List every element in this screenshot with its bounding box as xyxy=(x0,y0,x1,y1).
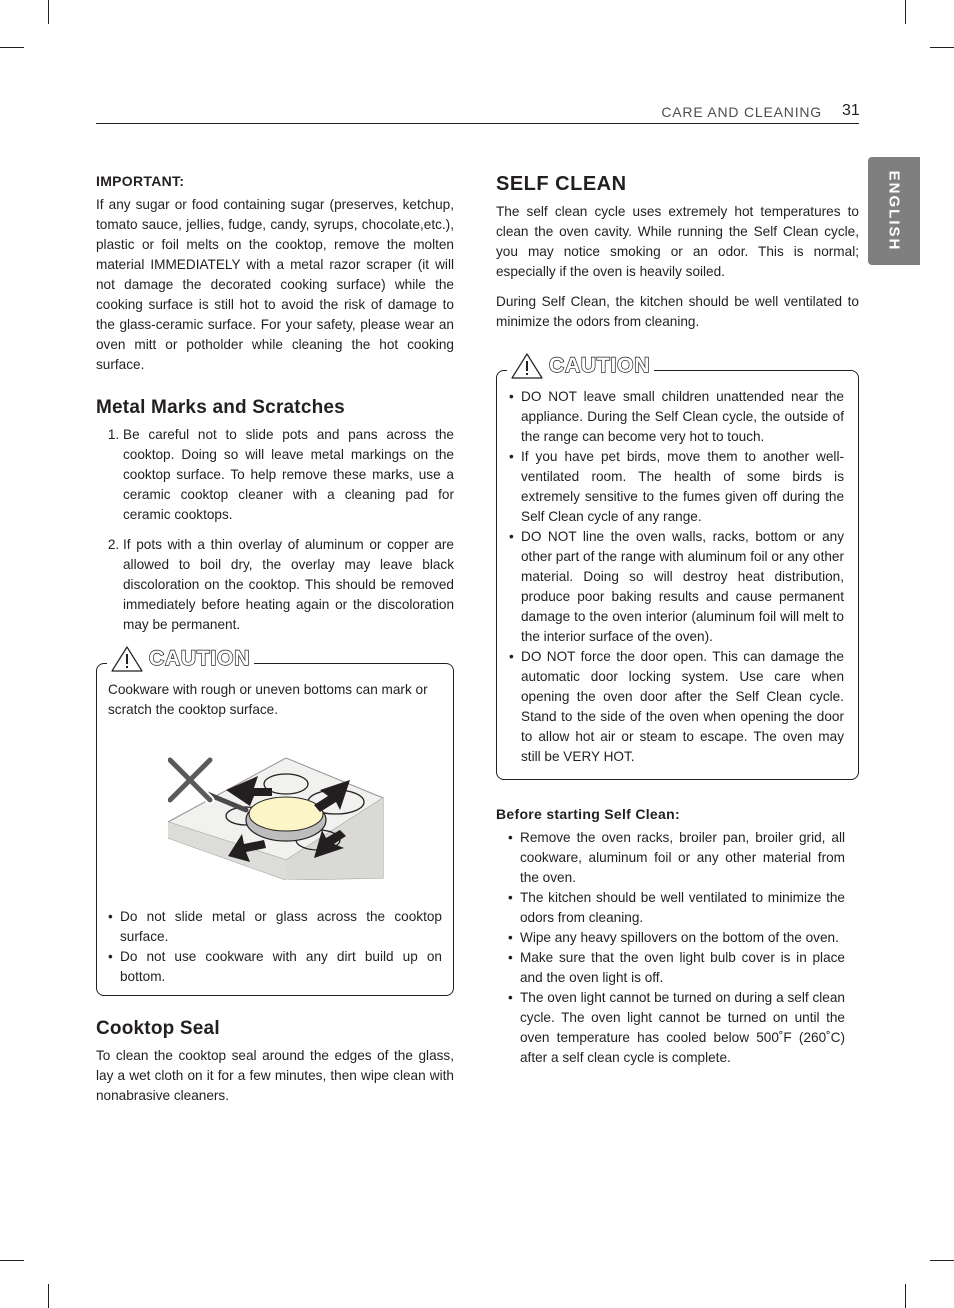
caution-box-self-clean xyxy=(496,354,859,780)
self-clean-paragraph-2: During Self Clean, the kitchen should be well ventilated to minimize the odors from cleaning. xyxy=(496,294,859,329)
list-item: • Wipe any heavy spillovers on the bottom of the oven. xyxy=(496,928,845,948)
self-clean-paragraph-1: The self clean cycle uses extremely hot temperatures to clean the oven cavity. While running the Self Clean cycle, you may notice smoking or an odor. This is normal; especially if the oven is heavily soiled. xyxy=(496,204,859,279)
caution-header xyxy=(107,646,254,672)
metal-marks-heading: Metal Marks and Scratches xyxy=(96,397,345,418)
important-label: IMPORTANT: xyxy=(96,173,185,189)
header-divider xyxy=(96,123,859,124)
caution-bullets xyxy=(497,387,844,767)
page-number: 31 xyxy=(842,102,860,119)
cooktop-seal-text: To clean the cooktop seal around the edges of the glass, lay a wet cloth on it for a few minutes, then wipe clean with nonabrasive cleaners. xyxy=(96,1048,454,1103)
caution-text: Cookware with rough or uneven bottoms can mark or scratch the cooktop surface. xyxy=(108,682,428,717)
list-item: • DO NOT line the oven walls, racks, bottom or any other part of the range with aluminum foil or any other material. Doing so will destroy heat distribution, produce poor baking results and cause permanent damage to the oven interior (aluminum foil will melt to the interior surface of the oven). xyxy=(497,527,844,647)
list-item: • Make sure that the oven light bulb cover is in place and the oven light is off. xyxy=(496,948,845,988)
list-item: • Do not use cookware with any dirt build up on bottom. xyxy=(96,947,442,987)
cooktop-seal-heading: Cooktop Seal xyxy=(96,1018,220,1039)
metal-marks-steps xyxy=(96,425,454,635)
crop-mark xyxy=(48,0,49,24)
caution-title: CAUTION xyxy=(549,354,651,377)
right-column xyxy=(496,171,859,1068)
list-item: • The oven light cannot be turned on during a self clean cycle. The oven light cannot be turned on until the oven temperature has cooled below 500˚F (260˚C) after a self clean cycle is complete. xyxy=(496,988,845,1068)
caution-title: CAUTION xyxy=(149,647,251,670)
self-clean-heading: SELF CLEAN xyxy=(496,173,627,195)
before-self-clean-list xyxy=(496,828,845,1068)
crop-mark xyxy=(0,47,24,48)
language-tab xyxy=(868,157,920,265)
section-title: CARE AND CLEANING xyxy=(661,104,822,120)
list-item: • DO NOT force the door open. This can damage the automatic door locking system. Use care when opening the oven door after the Self Clean cycle. Stand to the side of the oven when opening the door to allow hot air or steam to escape. The oven may still be VERY HOT. xyxy=(497,647,844,767)
caution-bullets xyxy=(96,907,442,987)
crop-mark xyxy=(48,1284,49,1308)
list-item: 2. If pots with a thin overlay of aluminum or copper are allowed to boil dry, the overlay may leave black discoloration on the cooktop. This should be removed immediately before heating again or the discoloration may be permanent. xyxy=(123,535,454,635)
list-item: • DO NOT leave small children unattended near the appliance. During the Self Clean cycle, the outside of the range can become very hot to touch. xyxy=(497,387,844,447)
crop-mark xyxy=(930,1260,954,1261)
warning-triangle-icon xyxy=(511,353,543,379)
crop-mark xyxy=(930,47,954,48)
list-item: • Remove the oven racks, broiler pan, broiler grid, all cookware, aluminum foil or any other material from the oven. xyxy=(496,828,845,888)
crop-mark xyxy=(0,1260,24,1261)
before-self-clean-heading: Before starting Self Clean: xyxy=(496,806,680,822)
left-column xyxy=(96,171,454,1106)
caution-header xyxy=(507,353,654,379)
list-item: • If you have pet birds, move them to another well-ventilated room. The health of some birds is extremely sensitive to the fumes given off during the Self Clean cycle of any range. xyxy=(497,447,844,527)
important-text: If any sugar or food containing sugar (preserves, ketchup, tomato sauce, jellies, fudge, candy, syrups, chocolate,etc.), plastic or foil melts on the cooktop, remove the molten material IMMEDIATELY with a metal razor scraper (it will not damage the decorated cooking surface) while the cooking surface is still hot to avoid the risk of damage to the glass-ceramic surface. For your safety, please wear an oven mitt or potholder while cleaning the hot cooking surface. xyxy=(96,197,454,372)
crop-mark xyxy=(905,1284,906,1308)
caution-box-cookware xyxy=(96,647,454,996)
list-item: • The kitchen should be well ventilated to minimize the odors from cleaning. xyxy=(496,888,845,928)
list-item: 1. Be careful not to slide pots and pans across the cooktop. Doing so will leave metal markings on the cooktop surface. To help remove these marks, use a ceramic cooktop cleaner with a cleaning pad for ceramic cooktops. xyxy=(123,425,454,525)
crop-mark xyxy=(905,0,906,24)
cooktop-illustration xyxy=(168,750,442,885)
warning-triangle-icon xyxy=(111,646,143,672)
language-tab-label: ENGLISH xyxy=(885,170,903,252)
list-item: • Do not slide metal or glass across the cooktop surface. xyxy=(96,907,442,947)
